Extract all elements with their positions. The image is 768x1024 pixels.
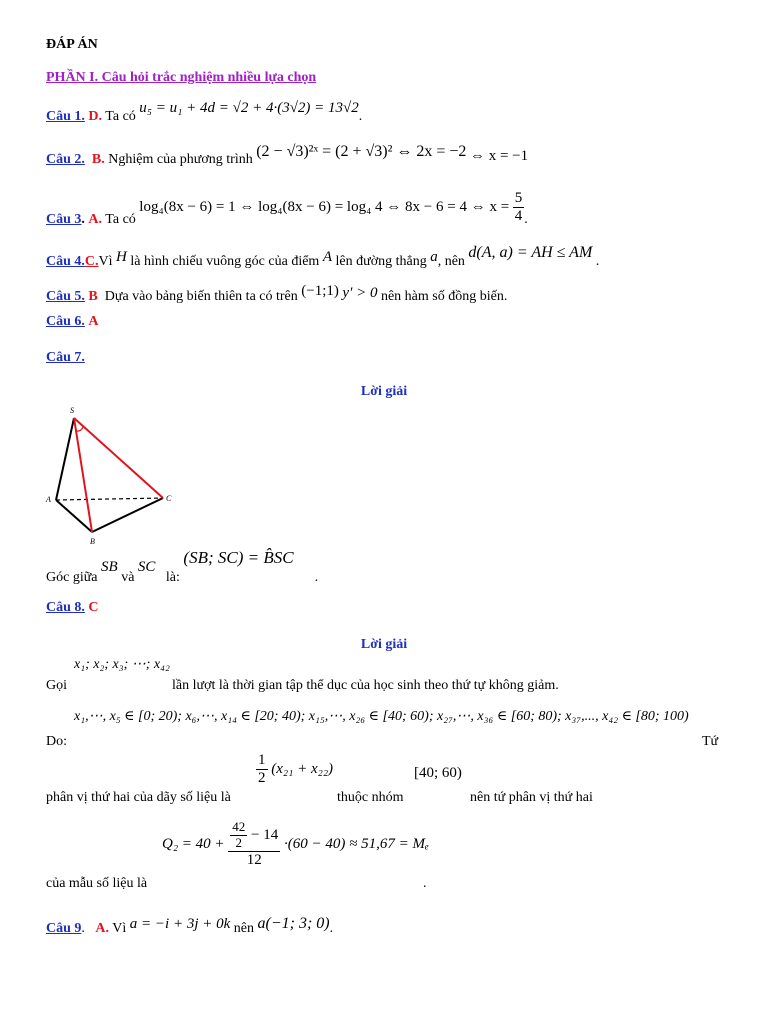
question-8-text-do: Do:: [46, 734, 67, 749]
median-expression: [256, 752, 333, 788]
question-5-answer: B: [88, 289, 98, 304]
q2-num-a: 42: [232, 819, 246, 834]
question-8-text-thuoc: thuộc nhóm: [337, 790, 404, 805]
question-7-var-sc: SC: [137, 559, 156, 575]
angle-bsc-mark: [76, 427, 83, 431]
question-4-text-3: lên đường thẳng: [335, 254, 427, 269]
question-8: [46, 600, 99, 616]
question-5-text-2: nên hàm số đồng biến.: [380, 289, 508, 304]
question-2-formula-2: ⇔ x = −1: [469, 148, 529, 164]
question-7-formula: (SB; SC) = B̂SC: [183, 548, 294, 567]
question-3-fraction: [513, 190, 525, 226]
edge-sc: [74, 418, 163, 498]
question-1-formula: u₅ = u₁ + 4d = √2 + 4·(3√2) = 13√2: [139, 100, 359, 116]
question-4-text-4: , nên: [437, 254, 465, 269]
question-5-interval: (−1;1): [301, 283, 339, 299]
question-4-text-1: Vì: [98, 254, 113, 269]
edge-sa: [56, 418, 74, 500]
question-3-formula: log₄(8x − 6) = 1 ⇔ log₄(8x − 6) = log₄ 4 ⇔ 8x − 6 = 4 ⇔ x =: [139, 198, 510, 215]
question-7-solution-title: Lời giải: [360, 384, 408, 399]
question-4-end: .: [595, 254, 600, 269]
question-4-var-a-point: A: [322, 249, 332, 265]
median-interval: [40; 60): [414, 765, 462, 781]
vertex-label-s: S: [70, 406, 74, 415]
question-6: [46, 314, 99, 330]
question-3-label[interactable]: Câu 3: [46, 211, 82, 227]
question-8-end: .: [423, 876, 427, 891]
question-2-label[interactable]: Câu 2.: [46, 152, 85, 167]
question-5-condition: y′ > 0: [342, 285, 378, 301]
edge-ac-hidden: [56, 498, 163, 500]
question-7-answer-line: [46, 548, 319, 586]
question-1-label[interactable]: Câu 1.: [46, 109, 85, 124]
q2-num-b: 2: [235, 834, 243, 850]
median-frac-den: 2: [258, 770, 266, 787]
question-8-text-cua: của mẫu số liệu là: [46, 876, 148, 891]
question-7-text-3: là:: [165, 570, 180, 585]
question-3-text: Ta có: [105, 211, 136, 227]
question-9-end: .: [329, 921, 334, 936]
question-4-answer: C.: [84, 254, 99, 269]
question-1: [46, 100, 363, 125]
question-4: [46, 244, 600, 270]
q2-fraction: [228, 820, 280, 869]
question-3-frac-den: 4: [514, 208, 523, 225]
question-8-do-formula: x₁,⋯, x₅ ∈ [0; 20); x₆,⋯, x₁₄ ∈ [20; 40); x₁₅,⋯, x₂₆ ∈ [40; 60); x₂₇,⋯, x₃₆ ∈ [60; 80); x₃₇,..., x₄₂ ∈ [80; 100): [74, 709, 689, 724]
question-8-text-tu: Tứ: [702, 734, 719, 749]
question-3-end: .: [524, 211, 528, 227]
q2-right: ·(60 − 40) ≈ 51,67 = Mₑ: [284, 836, 429, 852]
question-3-frac-num: 5: [513, 190, 525, 208]
question-8-label[interactable]: Câu 8.: [46, 600, 85, 615]
median-frac-num: 1: [256, 752, 268, 770]
edge-ab: [56, 500, 92, 532]
question-3: Câu 3. A. Ta có log₄(8x − 6) = 1 ⇔ log₄(8x − 6) = log₄ 4 ⇔ 8x − 6 = 4 ⇔ x = $\frac{5}{4}$ .: [46, 190, 528, 227]
question-8-text-pv: phân vị thứ hai của dãy số liệu là: [46, 790, 231, 805]
question-6-answer: A: [88, 314, 99, 329]
question-8-goi-2: lần lượt là thời gian tập thể dục của học sinh theo thứ tự không giảm.: [172, 678, 559, 693]
question-9-formula-2: a(−1; 3; 0): [257, 915, 330, 932]
question-7-text-2: và: [121, 570, 135, 585]
page-title: ĐÁP ÁN: [46, 37, 98, 52]
question-4-formula: d(A, a) = AH ≤ AM: [468, 244, 593, 261]
q2-quartile-formula: [162, 820, 429, 869]
question-3-answer: A.: [88, 211, 103, 227]
q2-left: Q₂ = 40 +: [162, 836, 225, 852]
question-2: [46, 143, 529, 168]
edge-bc: [92, 498, 163, 532]
question-8-answer: C: [88, 600, 99, 615]
question-7-var-sb: SB: [101, 559, 118, 575]
question-5-label[interactable]: Câu 5.: [46, 289, 85, 304]
vertex-label-a: A: [46, 495, 51, 504]
question-1-text: Ta có: [105, 109, 136, 124]
question-5: [46, 283, 508, 305]
question-9-text-2: nên: [233, 921, 254, 936]
question-4-var-h: H: [116, 249, 127, 265]
question-9-text-1: Vì: [112, 921, 127, 936]
question-8-text-goi: Gọi: [46, 678, 67, 693]
vertex-label-c: C: [166, 494, 172, 503]
question-2-answer: B.: [91, 152, 105, 167]
question-9-label[interactable]: Câu 9: [46, 921, 82, 936]
pyramid-figure: [40, 402, 180, 548]
question-4-var-a-line: a: [430, 249, 438, 265]
sample-sequence: x₁; x₂; x₃; ⋯; x₄₂: [74, 657, 170, 672]
edge-sb: [74, 418, 92, 532]
question-7-label[interactable]: Câu 7.: [46, 350, 85, 365]
question-2-formula: (2 − √3)²ˣ = (2 + √3)² ⇔ 2x = −2: [256, 143, 467, 160]
question-8-text-nen: nên tứ phân vị thứ hai: [470, 790, 593, 805]
question-2-text: Nghiệm của phương trình: [108, 152, 253, 167]
question-4-label[interactable]: Câu 4.: [46, 254, 85, 269]
question-6-label[interactable]: Câu 6.: [46, 314, 85, 329]
question-9-formula: a = −i + 3j + 0k: [129, 916, 231, 932]
question-1-end: .: [358, 109, 363, 124]
question-8-goi: [46, 678, 67, 694]
question-1-answer: D.: [88, 109, 103, 124]
q2-den: 12: [246, 851, 262, 868]
question-9-answer: A.: [95, 921, 110, 936]
vertex-label-b: B: [90, 537, 95, 546]
question-9: Câu 9. A. Vì a = −i + 3j + 0k nên a(−1; 3; 0).: [46, 915, 334, 936]
question-8-solution-title: Lời giải: [360, 637, 408, 652]
question-4-text-2: là hình chiếu vuông góc của điểm: [130, 254, 320, 269]
question-7-end: .: [314, 570, 319, 585]
question-5-text-1: Dựa vào bảng biến thiên ta có trên: [104, 289, 298, 304]
median-sum: (x₂₁ + x₂₂): [271, 761, 334, 778]
question-7-text-1: Góc giữa: [46, 570, 98, 585]
q2-num-c: − 14: [251, 826, 279, 843]
section-title: PHẦN I. Câu hỏi trắc nghiệm nhiều lựa chọn: [46, 70, 317, 85]
